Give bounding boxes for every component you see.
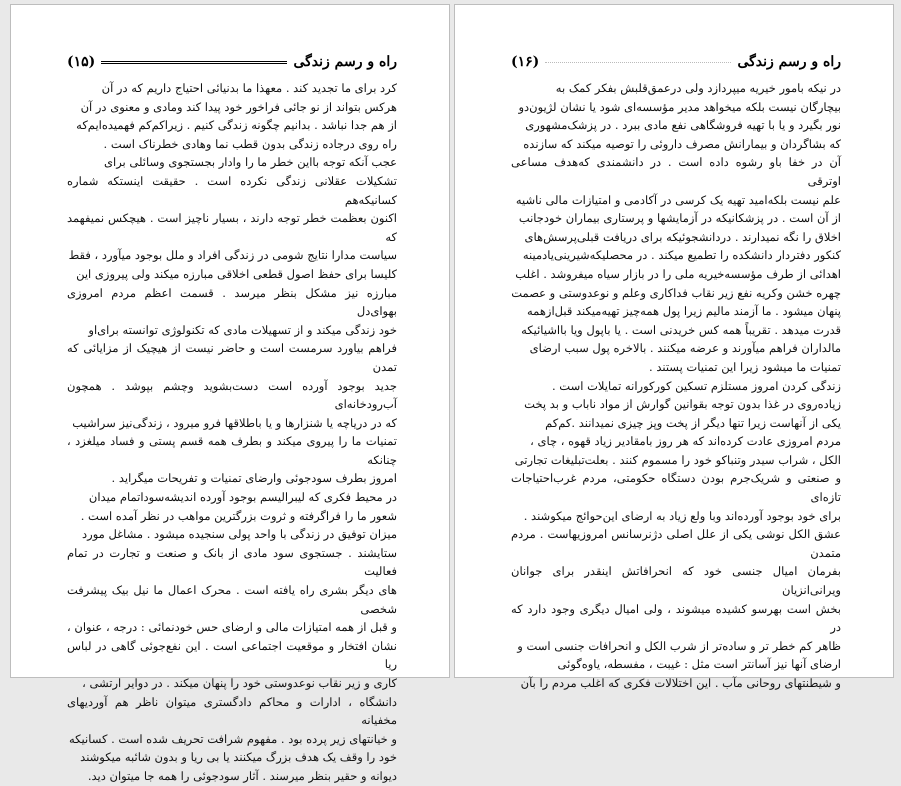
running-title: راه و رسم زندگی [293, 54, 397, 70]
page-number: (۱۵) [67, 54, 96, 70]
running-title: راه و رسم زندگی [737, 54, 841, 70]
header-rule [101, 61, 287, 64]
page-header [67, 51, 397, 73]
right-page [454, 4, 894, 690]
left-page [10, 4, 450, 783]
paragraph: در محیط فکری که لیبرالیسم بوجود آورده اندیشه‌سوداتمام میدان شعور ما را فراگرفته و ثروت بزرگترین مواهب در نظر آمده است . میزان توفیق در زندگی با واحد پولی سنجیده میشود . مشاغل مورد ستایشند . جستجوی سود مادی از بانک و صنعت و تجارت در تمام فعالیت های دیگر بشری راه یافته است . محرک اعمال ما نیل بیک پیشرفت شخصی و قبل از همه امتیازات مالی و ارضای حس خودنمائی : درجه ، عنوان ، نشان افتخار و موقعیت اجتماعی است . این نفع‌جوئی گاهی در لباس ریا کاری و زیر نقاب نوعدوستی خود را پنهان میکند . در دوایر ارتشی ، دانشگاه ، ادارات و محاکم دادگستری میتوان ناظر هم آوردیهای مخفیانه و خیانتهای زیر پرده بود . مفهوم شرافت تحریف شده است . کسانیکه خود را وقف یک هدف بزرگ میکنند یا بی ریا و بدون شائبه میکوشند دیوانه و حقیر بنظر میرسند . آثار سودجوئی را همه جا میتوان دید. [67, 490, 397, 783]
paragraph: کرد برای ما تجدید کند . معهذا ما بدنیائی احتیاج داریم که در آن هرکس بتواند از نو جائی فراخور خود پیدا کند ومادی و معنوی در آن از هم جدا نباشد . بدانیم چگونه زندگی کنیم . زیراکم‌کم فهمیده‌ایم‌که راه روی درجاده زندگی بدون قطب نما وهادی خطرناک است . [76, 81, 397, 151]
page-number: (۱۶) [511, 54, 540, 70]
header-rule [545, 62, 731, 63]
page-body [511, 79, 841, 693]
paragraph: در نیکه بامور خیریه میپردازد ولی درعمق‌قلبش بفکر کمک به بیچارگان نیست بلکه میخواهد مدیر مؤسسه‌ای شود یا نشان لژیون‌دو نور بگیرد و یا با تهیه فروشگاهی نفع مادی ببرد . در پزشک‌مشهوری که بشاگردان و بیمارانش مصرف داروئی را توصیه میکند که سازنده آن در خفا باو رشوه داده است . در دانشمندی که‌هدف مساعی او‌ترقی علم نیست بلکه‌امید تهیه یک کرسی در آکادمی و امتیازات مالی ناشیه از آن است . در پزشکانیکه در آزمایشها و پرستاری بیماران خودجانب اخلاق را نگه نمیدارند . دردانشجوئیکه برای دریافت قبلی‌پرسش‌های کنکور دفتردار دانشکده را تطمیع میکند . در محصلیکه‌شیرینی‌یادمینه اهدائی از طرف مؤسسه‌خیریه ملی را در بازار سیاه میفروشد . اغلب چهره خشن وکریه نفع زیر نقاب فداکاری وعلم و نوعدوستی و عصمت پنهان میشود . ما آزمند مالیم زیرا پول همه‌چیز تهیه‌میکند قبل‌ازهمه قدرت میدهد . تقریباً همه کس خریدنی است . یا باپول ویا بااشیائیکه مالداران فراهم میآورند و عرضه میکنند . بالاخره پول سبب ارضای تمنیات ما میشود زیرا این تمنیات پستند . [511, 81, 841, 374]
page-header [511, 51, 841, 73]
paragraph: زندگی کردن امروز مستلزم تسکین کورکورانه تمایلات است . زیاده‌روی در غذا بدون توجه بقوانین گوارش از مواد ناباب و بد پخت یکی از آنهاست زیرا تنها دیگر از پخت وپز چیزی نمیدانند .کم‌کم مردم امروزی عادت کرده‌اند که هر روز بامقادیر زیاد قهوه ، چای ، الکل ، شراب سیدر وتنباکو خود را مسموم کنند . بعلت‌تبلیغات تجارتی و صنعتی و شریک‌جرم بودن دستگاه حکومتی، مردم غرب‌احتیاجات تازه‌ای برای خود بوجود آورده‌اند وبا ولع زیاد به ارضای این‌حوائج میکوشند . عشق الکل نوشی یکی از علل اصلی دژنرسانس امروزیهاست . مردم متمدن بفرمان امیال جنسی خود که انحرافاتش اینقدر برای جوانان ویرانی‌انزیان بخش است بهرسو کشیده میشوند ، ولی امیال دیگری وجود دارد که در ظاهر کم خطر تر و سادەتر از شرب الکل و انحرافات جنسی است و ارضای آنها نیز آسانتر است مثل : غیبت ، مفسطه، یاوه‌گوئی و شیطنتهای روحانی مآب . این اختلالات فکری که اغلب مردم را بآن [511, 378, 841, 690]
page-body [67, 79, 397, 786]
paragraph: عجب آنکه توجه بااین خطر ما را وادار بجستجوی وسائلی برای تشکیلات عقلانی زندگی نکرده است . حقیقت اینستکه شماره کسانیکه‌هم اکنون بعظمت خطر توجه دارند ، بسیار ناچیز است . هیچکس نمیفهمد که سیاست مدارا نتایج شومی در زندگی افراد و ملل بوجود میآورد ، فقط کلیسا برای حفظ اصول قطعی اخلاقی مبارزه میکند ولی پیروزی این مبارزه نیز مشکل بنظر میرسد . قسمت اعظم مردم امروزی بهوای‌دل خود زندگی میکند و از تسهیلات مادی که تکنولوژی توانسته برای‌او فراهم بیاورد سرمست است و حاضر نیست از هیچیک از مزایائی که تمدن جدید بوجود آورده است دست‌بشوید وچشم بپوشد . همچون آب‌رودخانه‌ای که در دریاچه یا شنزارها و یا باطلاقها فرو میرود ، زندگی‌نیز سراشیب تمنیات ما را پیروی میکند و بطرف همه قسم پستی و فساد میلغزد ، چنانکه امروز بطرف سودجوئی وارضای تمنیات و تفریحات میگراید . [67, 155, 397, 486]
